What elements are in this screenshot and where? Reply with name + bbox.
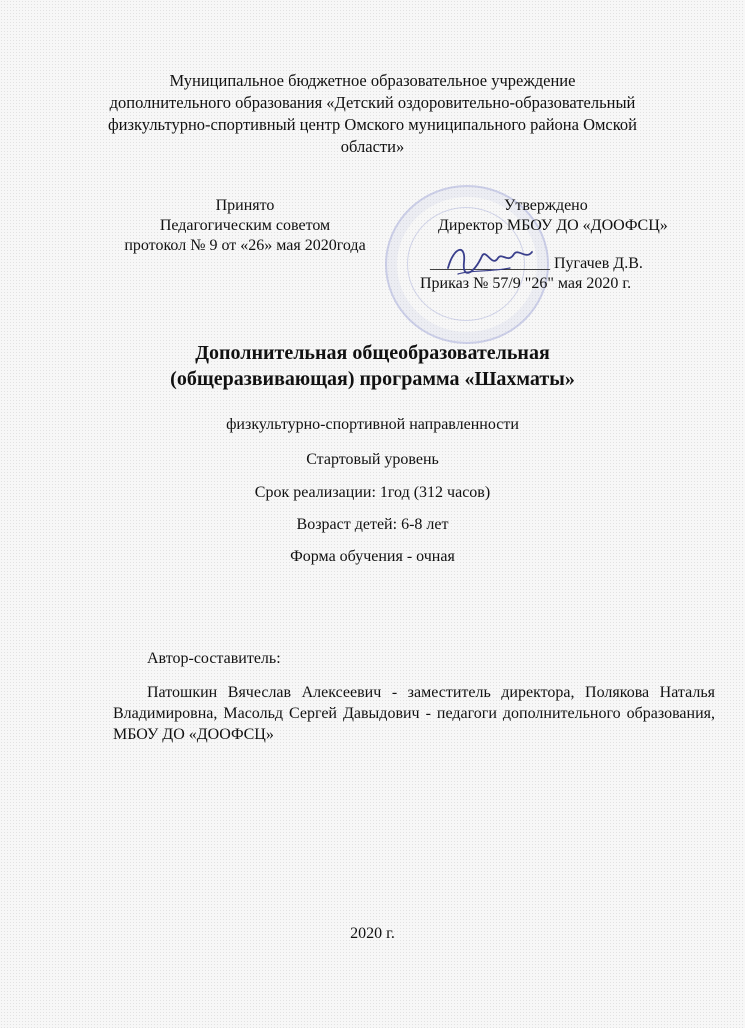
program-level: Стартовый уровень [306,451,439,468]
program-duration: Срок реализации: 1год (312 часов) [254,484,491,501]
approval-left-body: Педагогическим советом [159,217,331,234]
program-title-line-2: (общеразвивающая) программа «Шахматы» [170,368,575,390]
program-age: Возраст детей: 6-8 лет [296,516,449,533]
organization-header [0,70,745,158]
org-line-3: физкультурно-спортивный центр Омского муниципального района Омской [107,115,638,134]
approval-block-left [95,196,395,256]
org-line-1: Муниципальное бюджетное образовательное учреждение [169,71,576,90]
org-line-4: области» [340,137,405,156]
handwritten-signature [440,238,535,283]
program-form: Форма обучения - очная [290,548,455,565]
approval-right-heading: Утверждено [504,197,588,214]
org-line-2: дополнительного образования «Детский оздоровительно-образовательный [109,93,636,112]
program-title [0,340,745,392]
document-year: 2020 г. [350,925,395,942]
author-label: Автор-составитель: [147,650,281,667]
approval-right-signature-line: _______________ Пугачев Д.В. [430,255,643,272]
author-text: Патошкин Вячеслав Алексеевич - заместитель директора, Полякова Наталья Владимировна, Масольд Сергей Давыдович - педагоги дополнительного образования, МБОУ ДО «ДООФСЦ» [113,684,715,743]
approval-right-director: Директор МБОУ ДО «ДООФСЦ» [438,217,668,234]
program-direction: физкультурно-спортивной направленности [226,416,519,433]
approval-left-heading: Принято [215,197,275,214]
approval-left-protocol: протокол № 9 от «26» мая 2020года [124,237,366,254]
approval-right-order: Приказ № 57/9 "26" мая 2020 г. [420,275,632,292]
program-title-line-1: Дополнительная общеобразовательная [195,342,550,364]
